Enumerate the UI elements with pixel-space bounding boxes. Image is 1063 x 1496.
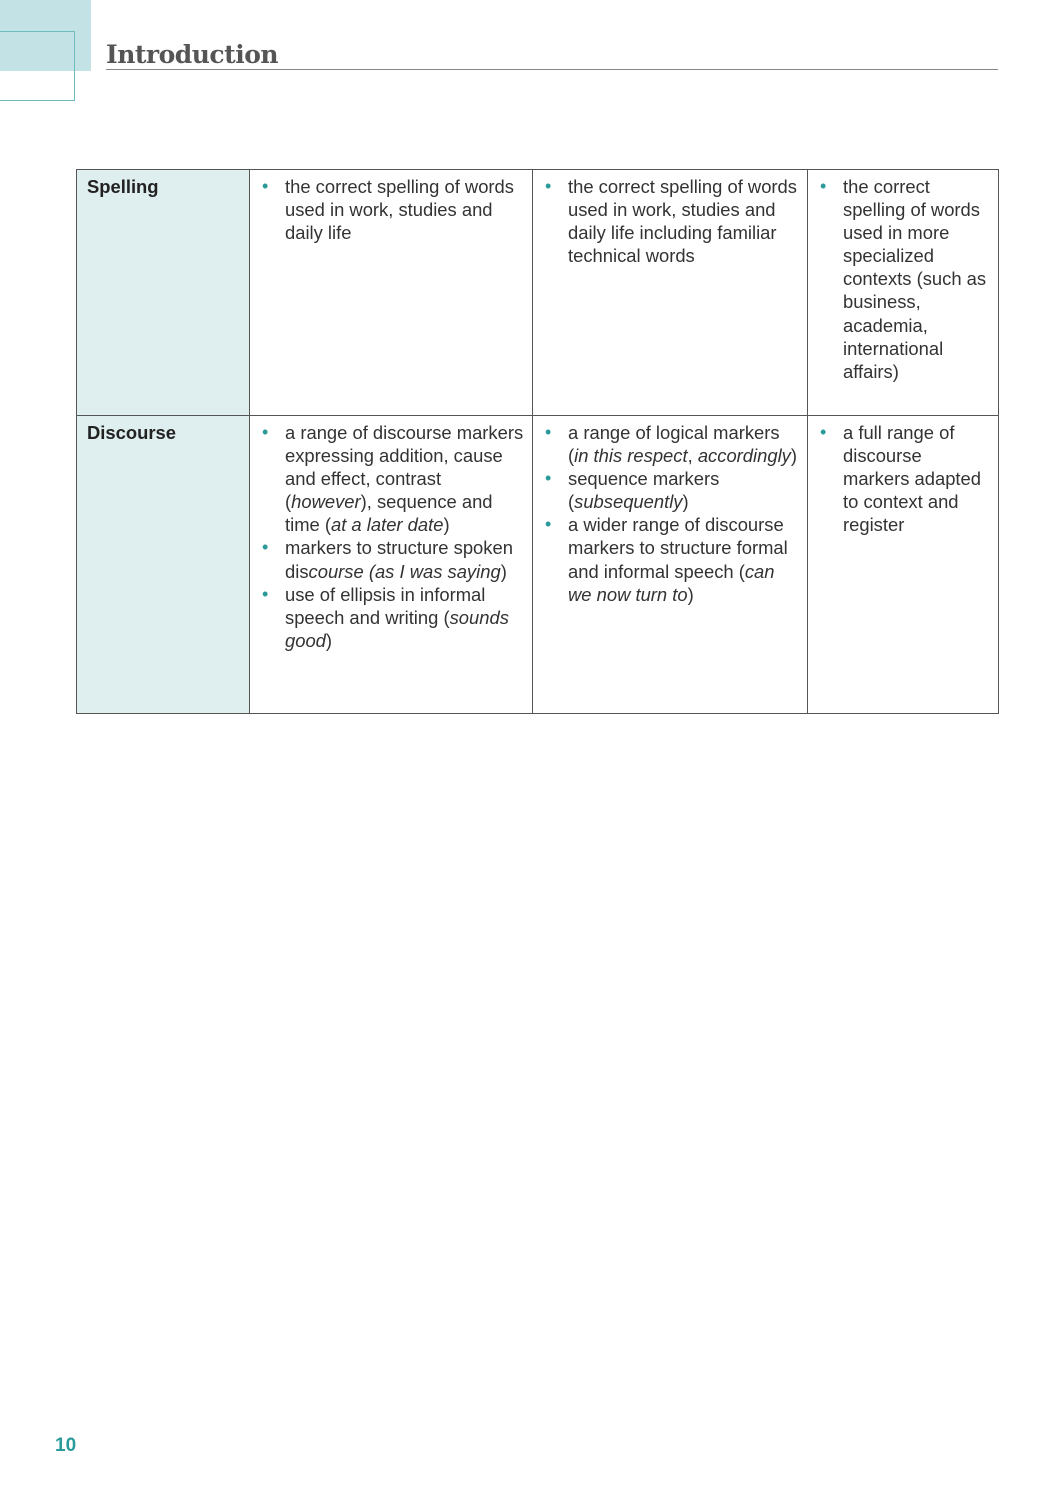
table-cell xyxy=(250,170,533,416)
page-number: 10 xyxy=(55,1435,77,1456)
bullet-item xyxy=(543,421,799,467)
bullet-item xyxy=(818,175,990,383)
page-title: Introduction xyxy=(106,40,279,69)
bullet-icon: • xyxy=(262,176,269,196)
bullet-icon: • xyxy=(820,176,827,196)
item-text: a wider range of discourse markers to structure formal and informal speech ( xyxy=(568,514,788,582)
table-cell xyxy=(250,416,533,714)
example-text: accordingly xyxy=(697,445,791,467)
bullet-item xyxy=(818,421,990,536)
bullet-item xyxy=(543,467,799,513)
corner-frame xyxy=(0,31,75,101)
bullet-icon: • xyxy=(820,422,827,442)
item-text: the correct spelling of words used in work, studies and daily life xyxy=(285,176,514,244)
descriptor-table xyxy=(76,169,999,714)
bullet-icon: • xyxy=(545,468,552,489)
item-text: ) xyxy=(682,491,689,513)
item-text: a range of logical markers ( xyxy=(568,422,780,467)
example-text: sounds good xyxy=(285,606,509,651)
row-label: Discourse xyxy=(77,416,250,714)
item-text: ) xyxy=(325,629,333,651)
example-text: however xyxy=(291,491,361,513)
table-row xyxy=(77,416,999,714)
bullet-icon: • xyxy=(262,583,269,604)
bullet-icon: • xyxy=(545,422,552,442)
bullet-icon: • xyxy=(545,514,552,535)
example-text: in this respect xyxy=(574,445,688,467)
item-text: markers to structure spoken dis xyxy=(285,537,513,582)
table-cell xyxy=(533,416,808,714)
item-text: ) xyxy=(443,514,450,536)
title-rule xyxy=(106,69,998,70)
example-text: can we now turn to xyxy=(568,560,775,605)
example-text: at a later date xyxy=(330,514,444,536)
bullet-item xyxy=(260,583,524,652)
item-text: use of ellipsis in informal speech and writing ( xyxy=(285,583,486,628)
item-text: ) xyxy=(790,445,797,467)
table-row xyxy=(77,170,999,416)
table-cell xyxy=(808,170,999,416)
item-text: ) xyxy=(500,560,507,582)
item-text: a full range of discourse markers adapted to context and register xyxy=(843,422,982,536)
bullet-item xyxy=(543,175,799,267)
item-text: ), sequence and time ( xyxy=(285,491,493,536)
bullet-item xyxy=(543,513,799,605)
bullet-item xyxy=(260,536,524,582)
example-text: subsequently xyxy=(574,491,683,513)
bullet-item xyxy=(260,421,524,536)
table-cell xyxy=(533,170,808,416)
item-text: a range of discourse markers expressing addition, cause and effect, contrast ( xyxy=(285,422,524,513)
row-label: Spelling xyxy=(77,170,250,416)
bullet-icon: • xyxy=(262,422,269,442)
item-text: the correct spelling of words used in work, studies and daily life including familiar technical words xyxy=(568,176,797,267)
item-text: ) xyxy=(687,583,694,605)
item-text: the correct spelling of words used in more specialized contexts (such as business, academia, international affairs) xyxy=(843,176,987,382)
table-cell xyxy=(808,416,999,714)
item-text: sequence markers ( xyxy=(568,468,720,513)
bullet-icon: • xyxy=(545,176,552,196)
bullet-item xyxy=(260,175,524,244)
bullet-icon: • xyxy=(262,537,269,558)
item-text: , xyxy=(687,445,698,467)
example-text: course (as I was saying xyxy=(308,560,501,582)
